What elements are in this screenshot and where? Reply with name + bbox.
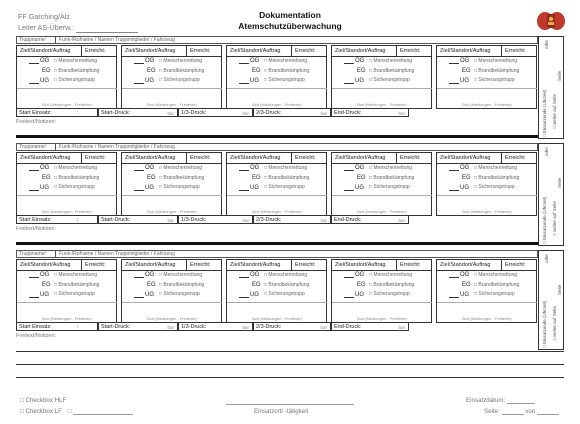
- third-pressure-field[interactable]: [178, 108, 253, 117]
- floor-ug: UG: [250, 292, 259, 298]
- task-safety-checkbox[interactable]: □ Sicherungstrupp: [54, 291, 95, 297]
- col-reached-label: Erreicht:: [295, 155, 316, 161]
- task-fire-checkbox[interactable]: □ Brandbekämpfung: [369, 68, 415, 74]
- bzs-hint: Bzü (Meldungen - Freitexte): [357, 316, 407, 321]
- floor-og: OG: [250, 58, 260, 64]
- col-target-label: Ziel/Standort/Auftrag: [335, 155, 386, 161]
- task-rescue-checkbox[interactable]: □ Menschenrettung: [264, 58, 308, 64]
- task-rescue-checkbox[interactable]: □ Menschenrettung: [369, 165, 413, 171]
- floor-eg: EG: [42, 282, 51, 288]
- monitoring-block-1: [16, 36, 538, 136]
- floor-og: OG: [145, 165, 155, 171]
- floor-ug: UG: [355, 78, 364, 84]
- page-total-field[interactable]: [537, 408, 559, 415]
- start-pressure-field[interactable]: [98, 215, 178, 224]
- end-pressure-field[interactable]: [331, 108, 409, 117]
- floor-eg: EG: [147, 282, 156, 288]
- floor-ug: UG: [145, 78, 154, 84]
- floor-ug: UG: [145, 292, 154, 298]
- two-thirds-pressure-field[interactable]: [253, 215, 331, 224]
- task-fire-checkbox[interactable]: □ Brandbekämpfung: [474, 282, 520, 288]
- notes-field[interactable]: Freitext/Notizen:: [16, 226, 57, 232]
- task-fire-checkbox[interactable]: □ Brandbekämpfung: [264, 175, 310, 181]
- side-seite: Seite: [557, 177, 562, 188]
- page-title: [0, 10, 580, 32]
- start-pressure-field[interactable]: [98, 322, 178, 331]
- location-label: Einsatzort/ -tätigkeit: [254, 408, 309, 415]
- col-reached-label: Erreicht:: [505, 155, 526, 161]
- floor-eg: EG: [462, 175, 471, 181]
- task-safety-checkbox[interactable]: □ Sicherungstrupp: [54, 184, 95, 190]
- floor-ug: UG: [460, 185, 469, 191]
- col-reached-label: Erreicht:: [85, 155, 106, 161]
- side-status-box: [538, 143, 564, 246]
- start-time-field[interactable]: [16, 215, 98, 224]
- unit-label: bar: [167, 218, 174, 223]
- bzs-hint: Bzü (Meldungen - Freitexte): [147, 102, 197, 107]
- floor-og: OG: [355, 58, 365, 64]
- col-target-label: Ziel/Standort/Auftrag: [125, 48, 176, 54]
- third-pressure-label: 1/3-Druck:: [181, 324, 207, 330]
- unit-label: bar: [242, 325, 249, 330]
- bzs-hint: Bzü (Meldungen - Freitexte): [42, 316, 92, 321]
- pressure-bar: [16, 108, 538, 117]
- date-field[interactable]: [507, 397, 535, 404]
- start-pressure-label: Start-Druck:: [101, 217, 131, 223]
- floor-og: OG: [355, 272, 365, 278]
- side-seite: Seite: [557, 284, 562, 295]
- floor-eg: EG: [357, 68, 366, 74]
- checkbox-lf-row: □ Checkbox LF □: [20, 408, 133, 415]
- bzs-hint: Bzü (Meldungen - Freitexte): [462, 102, 512, 107]
- col-reached-label: Erreicht:: [295, 262, 316, 268]
- troop-label: Truppname/: [19, 144, 56, 151]
- col-target-label: Ziel/Standort/Auftrag: [20, 48, 71, 54]
- floor-og: OG: [250, 272, 260, 278]
- leader-label: Leiter AS-Überw.:: [18, 23, 74, 32]
- troop-info: Funk-/Rufname / Namen Truppmitglieder / Fahrzeug: [59, 144, 175, 150]
- task-fire-checkbox[interactable]: □ Brandbekämpfung: [264, 282, 310, 288]
- end-time-checkbox[interactable]: □ Einsatzende (Uhrzeit): [542, 89, 547, 137]
- col-target-label: Ziel/Standort/Auftrag: [230, 48, 281, 54]
- col-reached-label: Erreicht:: [85, 48, 106, 54]
- task-rescue-checkbox[interactable]: □ Menschenrettung: [159, 165, 203, 171]
- monitoring-block-3: [16, 250, 538, 350]
- location-field-line[interactable]: [226, 398, 354, 405]
- floor-og: OG: [460, 165, 470, 171]
- floor-og: OG: [250, 165, 260, 171]
- end-pressure-field[interactable]: [331, 322, 409, 331]
- two-thirds-pressure-label: 2/3-Druck:: [256, 110, 282, 116]
- start-time-label: Start Einsatz:: [19, 324, 52, 330]
- unit-label: bar: [398, 218, 405, 223]
- bzs-hint: Bzü (Meldungen - Freitexte): [42, 209, 92, 214]
- col-target-label: Ziel/Standort/Auftrag: [125, 262, 176, 268]
- col-reached-label: Erreicht:: [190, 155, 211, 161]
- task-safety-checkbox[interactable]: □ Sicherungstrupp: [264, 184, 305, 190]
- floor-ug: UG: [40, 78, 49, 84]
- floor-eg: EG: [252, 282, 261, 288]
- bzs-hint: Bzü (Meldungen - Freitexte): [252, 102, 302, 107]
- task-rescue-checkbox[interactable]: □ Menschenrettung: [264, 272, 308, 278]
- troop-field[interactable]: [16, 143, 538, 151]
- task-rescue-checkbox[interactable]: □ Menschenrettung: [369, 272, 413, 278]
- two-thirds-pressure-label: 2/3-Druck:: [256, 324, 282, 330]
- target-column: [436, 45, 537, 109]
- bzs-hint: Bzü (Meldungen - Freitexte): [147, 316, 197, 321]
- unit-label: bar: [167, 111, 174, 116]
- start-time-label: Start Einsatz:: [19, 217, 52, 223]
- task-fire-checkbox[interactable]: □ Brandbekämpfung: [159, 68, 205, 74]
- title-line-2: Atemschutzüberwachung: [238, 21, 342, 31]
- unit-label: bar: [320, 111, 327, 116]
- task-safety-checkbox[interactable]: □ Sicherungstrupp: [159, 184, 200, 190]
- floor-eg: EG: [462, 282, 471, 288]
- floor-eg: EG: [357, 175, 366, 181]
- col-target-label: Ziel/Standort/Auftrag: [125, 155, 176, 161]
- task-rescue-checkbox[interactable]: □ Menschenrettung: [54, 58, 98, 64]
- col-target-label: Ziel/Standort/Auftrag: [335, 262, 386, 268]
- target-column: [16, 259, 117, 323]
- two-thirds-pressure-field[interactable]: [253, 108, 331, 117]
- target-column: [121, 45, 222, 109]
- col-reached-label: Erreicht:: [505, 262, 526, 268]
- task-safety-checkbox[interactable]: □ Sicherungstrupp: [54, 77, 95, 83]
- end-pressure-label: End-Druck:: [334, 217, 362, 223]
- troop-label: Truppname/: [19, 37, 56, 44]
- floor-og: OG: [40, 58, 50, 64]
- task-fire-checkbox[interactable]: □ Brandbekämpfung: [54, 175, 100, 181]
- block-separator: [16, 242, 538, 245]
- unit-label: bar: [242, 218, 249, 223]
- col-target-label: Ziel/Standort/Auftrag: [20, 262, 71, 268]
- floor-eg: EG: [462, 68, 471, 74]
- floor-og: OG: [145, 58, 155, 64]
- unit-label: bar: [167, 325, 174, 330]
- task-safety-checkbox[interactable]: □ Sicherungstrupp: [159, 77, 200, 83]
- checkbox-hlf[interactable]: □ Checkbox HLF: [20, 397, 67, 404]
- task-rescue-checkbox[interactable]: □ Menschenrettung: [264, 165, 308, 171]
- target-column: [331, 152, 432, 216]
- continue-checkbox[interactable]: □ weiter auf Seite: [552, 306, 557, 341]
- task-safety-checkbox[interactable]: □ Sicherungstrupp: [474, 77, 515, 83]
- col-target-label: Ziel/Standort/Auftrag: [230, 262, 281, 268]
- col-target-label: Ziel/Standort/Auftrag: [440, 48, 491, 54]
- task-safety-checkbox[interactable]: □ Sicherungstrupp: [474, 291, 515, 297]
- target-column: [331, 259, 432, 323]
- task-fire-checkbox[interactable]: □ Brandbekämpfung: [369, 175, 415, 181]
- bzs-hint: Bzü (Meldungen - Freitexte): [357, 102, 407, 107]
- two-thirds-pressure-label: 2/3-Druck:: [256, 217, 282, 223]
- col-reached-label: Erreicht:: [85, 262, 106, 268]
- floor-ug: UG: [355, 185, 364, 191]
- target-column: [16, 152, 117, 216]
- side-seite: Seite: [557, 70, 562, 81]
- org-name: FF Garching/Alz: [18, 12, 70, 21]
- bzs-hint: Bzü (Meldungen - Freitexte): [252, 209, 302, 214]
- troop-field[interactable]: [16, 36, 538, 44]
- third-pressure-field[interactable]: [178, 215, 253, 224]
- task-fire-checkbox[interactable]: □ Brandbekämpfung: [264, 68, 310, 74]
- continue-checkbox[interactable]: □ weiter auf Seite: [552, 94, 557, 129]
- end-time-checkbox[interactable]: □ Einsatzende (Uhrzeit): [542, 196, 547, 244]
- task-rescue-checkbox[interactable]: □ Menschenrettung: [474, 58, 518, 64]
- floor-og: OG: [145, 272, 155, 278]
- task-fire-checkbox[interactable]: □ Brandbekämpfung: [54, 68, 100, 74]
- floor-eg: EG: [252, 68, 261, 74]
- third-pressure-field[interactable]: [178, 322, 253, 331]
- unit-label: bar: [242, 111, 249, 116]
- floor-og: OG: [355, 165, 365, 171]
- task-rescue-checkbox[interactable]: □ Menschenrettung: [369, 58, 413, 64]
- two-thirds-pressure-field[interactable]: [253, 322, 331, 331]
- unit-label: bar: [320, 218, 327, 223]
- floor-og: OG: [460, 58, 470, 64]
- side-status-box: [538, 36, 564, 139]
- floor-ug: UG: [355, 292, 364, 298]
- unit-label: bar: [398, 325, 405, 330]
- side-oder: oder: [544, 146, 549, 156]
- task-rescue-checkbox[interactable]: □ Menschenrettung: [159, 58, 203, 64]
- floor-eg: EG: [42, 175, 51, 181]
- troop-info: Funk-/Rufname / Namen Truppmitglieder / Fahrzeug: [59, 251, 175, 257]
- col-reached-label: Erreicht:: [400, 262, 421, 268]
- start-pressure-label: Start-Druck:: [101, 110, 131, 116]
- unit-label: bar: [320, 325, 327, 330]
- floor-ug: UG: [145, 185, 154, 191]
- time-separator: :: [77, 110, 79, 116]
- troop-field[interactable]: [16, 250, 538, 258]
- task-safety-checkbox[interactable]: □ Sicherungstrupp: [264, 77, 305, 83]
- block-separator: [16, 135, 538, 138]
- task-safety-checkbox[interactable]: □ Sicherungstrupp: [369, 77, 410, 83]
- date-row: [466, 397, 535, 404]
- page-number-field[interactable]: [502, 408, 524, 415]
- target-column: [226, 45, 327, 109]
- task-fire-checkbox[interactable]: □ Brandbekämpfung: [369, 282, 415, 288]
- start-time-field[interactable]: [16, 322, 98, 331]
- task-rescue-checkbox[interactable]: □ Menschenrettung: [54, 165, 98, 171]
- start-time-label: Start Einsatz:: [19, 110, 52, 116]
- target-column: [226, 259, 327, 323]
- third-pressure-label: 1/3-Druck:: [181, 110, 207, 116]
- continue-checkbox[interactable]: □ weiter auf Seite: [552, 201, 557, 236]
- floor-eg: EG: [42, 68, 51, 74]
- time-separator: :: [77, 324, 79, 330]
- troop-label: Truppname/: [19, 251, 56, 258]
- floor-eg: EG: [147, 175, 156, 181]
- col-target-label: Ziel/Standort/Auftrag: [230, 155, 281, 161]
- lf-field[interactable]: [73, 408, 133, 415]
- task-rescue-checkbox[interactable]: □ Menschenrettung: [474, 272, 518, 278]
- task-safety-checkbox[interactable]: □ Sicherungstrupp: [264, 291, 305, 297]
- checkbox-lf[interactable]: □ Checkbox LF: [20, 408, 62, 415]
- col-reached-label: Erreicht:: [190, 262, 211, 268]
- task-rescue-checkbox[interactable]: □ Menschenrettung: [159, 272, 203, 278]
- col-reached-label: Erreicht:: [505, 48, 526, 54]
- floor-og: OG: [40, 272, 50, 278]
- time-separator: :: [77, 217, 79, 223]
- end-pressure-label: End-Druck:: [334, 324, 362, 330]
- task-fire-checkbox[interactable]: □ Brandbekämpfung: [474, 68, 520, 74]
- task-rescue-checkbox[interactable]: □ Menschenrettung: [474, 165, 518, 171]
- date-label: Einsatzdatum:: [466, 397, 506, 404]
- fire-brigade-logo-icon: [536, 10, 566, 32]
- of-label: von: [525, 408, 536, 415]
- floor-eg: EG: [147, 68, 156, 74]
- target-column: [436, 259, 537, 323]
- start-pressure-label: Start-Druck:: [101, 324, 131, 330]
- page-row: [484, 408, 559, 415]
- task-rescue-checkbox[interactable]: □ Menschenrettung: [54, 272, 98, 278]
- col-target-label: Ziel/Standort/Auftrag: [335, 48, 386, 54]
- troop-info: Funk-/Rufname / Namen Truppmitglieder / Fahrzeug: [59, 37, 175, 43]
- pressure-bar: [16, 322, 538, 331]
- col-target-label: Ziel/Standort/Auftrag: [440, 155, 491, 161]
- target-column: [436, 152, 537, 216]
- target-column: [226, 152, 327, 216]
- col-reached-label: Erreicht:: [400, 48, 421, 54]
- col-reached-label: Erreicht:: [190, 48, 211, 54]
- task-fire-checkbox[interactable]: □ Brandbekämpfung: [54, 282, 100, 288]
- floor-eg: EG: [252, 175, 261, 181]
- bzs-hint: Bzü (Meldungen - Freitexte): [357, 209, 407, 214]
- title-line-1: Dokumentation: [259, 10, 321, 20]
- floor-ug: UG: [40, 292, 49, 298]
- target-column: [121, 152, 222, 216]
- side-status-box: [538, 250, 564, 350]
- side-oder: oder: [544, 253, 549, 263]
- end-time-checkbox[interactable]: □ Einsatzende (Uhrzeit): [542, 300, 547, 348]
- task-fire-checkbox[interactable]: □ Brandbekämpfung: [474, 175, 520, 181]
- target-column: [16, 45, 117, 109]
- task-safety-checkbox[interactable]: □ Sicherungstrupp: [474, 184, 515, 190]
- notes-field[interactable]: Freitext/Notizen:: [16, 119, 57, 125]
- pressure-bar: [16, 215, 538, 224]
- task-fire-checkbox[interactable]: □ Brandbekämpfung: [159, 175, 205, 181]
- floor-ug: UG: [460, 292, 469, 298]
- bzs-hint: Bzü (Meldungen - Freitexte): [42, 102, 92, 107]
- floor-og: OG: [460, 272, 470, 278]
- start-time-field[interactable]: [16, 108, 98, 117]
- bzs-hint: Bzü (Meldungen - Freitexte): [462, 316, 512, 321]
- end-pressure-field[interactable]: [331, 215, 409, 224]
- floor-ug: UG: [250, 185, 259, 191]
- side-oder: oder: [544, 39, 549, 49]
- bzs-hint: Bzü (Meldungen - Freitexte): [462, 209, 512, 214]
- floor-eg: EG: [357, 282, 366, 288]
- floor-ug: UG: [40, 185, 49, 191]
- floor-ug: UG: [460, 78, 469, 84]
- floor-og: OG: [40, 165, 50, 171]
- page-label: Seite:: [484, 408, 500, 415]
- target-column: [331, 45, 432, 109]
- bzs-hint: Bzü (Meldungen - Freitexte): [147, 209, 197, 214]
- start-pressure-field[interactable]: [98, 108, 178, 117]
- notes-field[interactable]: Freitext/Notizen:: [16, 333, 57, 339]
- unit-label: bar: [398, 111, 405, 116]
- end-pressure-label: End-Druck:: [334, 110, 362, 116]
- target-column: [121, 259, 222, 323]
- col-reached-label: Erreicht:: [400, 155, 421, 161]
- col-target-label: Ziel/Standort/Auftrag: [20, 155, 71, 161]
- col-target-label: Ziel/Standort/Auftrag: [440, 262, 491, 268]
- task-fire-checkbox[interactable]: □ Brandbekämpfung: [159, 282, 205, 288]
- monitoring-block-2: [16, 143, 538, 243]
- task-safety-checkbox[interactable]: □ Sicherungstrupp: [159, 291, 200, 297]
- third-pressure-label: 1/3-Druck:: [181, 217, 207, 223]
- bzs-hint: Bzü (Meldungen - Freitexte): [252, 316, 302, 321]
- task-safety-checkbox[interactable]: □ Sicherungstrupp: [369, 291, 410, 297]
- task-safety-checkbox[interactable]: □ Sicherungstrupp: [369, 184, 410, 190]
- col-reached-label: Erreicht:: [295, 48, 316, 54]
- floor-ug: UG: [250, 78, 259, 84]
